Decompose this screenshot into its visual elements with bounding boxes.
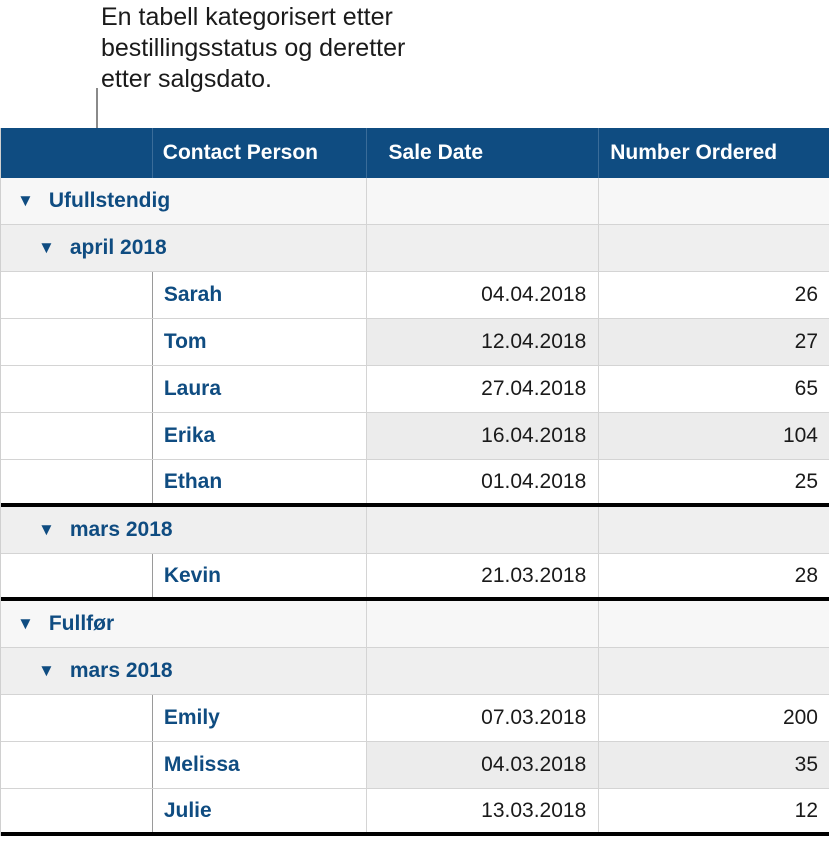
disclosure-triangle-icon[interactable]: ▼: [38, 238, 55, 257]
sale-date-cell[interactable]: 12.04.2018: [366, 319, 599, 365]
sale-date-cell[interactable]: 16.04.2018: [366, 413, 599, 459]
header-contact-person[interactable]: Contact Person: [152, 128, 366, 178]
category-row-ufullstendig[interactable]: [1, 178, 829, 225]
subcategory-cell: [598, 648, 829, 694]
contact-cell[interactable]: Melissa: [152, 742, 366, 788]
contact-cell[interactable]: Julie: [152, 789, 366, 832]
number-ordered-cell[interactable]: 104: [598, 413, 829, 459]
number-ordered-cell[interactable]: 27: [598, 319, 829, 365]
empty-cell[interactable]: [1, 742, 152, 788]
disclosure-triangle-icon[interactable]: ▼: [17, 191, 34, 210]
number-ordered-cell[interactable]: 25: [598, 460, 829, 503]
sale-date-cell[interactable]: 07.03.2018: [366, 695, 599, 741]
empty-cell[interactable]: [1, 460, 152, 503]
empty-cell[interactable]: [1, 366, 152, 412]
subcategory-name: mars 2018: [69, 518, 173, 541]
category-label[interactable]: [17, 601, 114, 647]
contact-cell[interactable]: Emily: [152, 695, 366, 741]
subcategory-cell: [598, 507, 829, 553]
contact-cell[interactable]: Sarah: [152, 272, 366, 318]
contact-cell[interactable]: Ethan: [152, 460, 366, 503]
callout-line: En tabell kategorisert etter: [101, 3, 393, 31]
subcategory-cell: [366, 225, 599, 271]
header-sale-date[interactable]: Sale Date: [366, 128, 599, 178]
sale-date-cell[interactable]: 01.04.2018: [366, 460, 599, 503]
category-cell: [598, 601, 829, 647]
category-label[interactable]: [17, 178, 170, 224]
contact-cell[interactable]: Laura: [152, 366, 366, 412]
header-number-ordered[interactable]: Number Ordered: [598, 128, 829, 178]
sale-date-cell[interactable]: 04.03.2018: [366, 742, 599, 788]
callout-text: [101, 2, 521, 95]
subcategory-label[interactable]: [38, 648, 173, 694]
category-cell: [366, 601, 599, 647]
category-row-fullfor[interactable]: [1, 601, 829, 648]
category-cell: [366, 178, 599, 224]
subcategory-row-mars-2018[interactable]: [1, 507, 829, 554]
sale-date-cell[interactable]: 27.04.2018: [366, 366, 599, 412]
sale-date-cell[interactable]: 13.03.2018: [366, 789, 599, 832]
table-row[interactable]: [1, 742, 829, 789]
callout-line: etter salgsdato.: [101, 65, 272, 93]
subcategory-name: april 2018: [69, 236, 167, 259]
table-row[interactable]: [1, 272, 829, 319]
contact-cell[interactable]: Erika: [152, 413, 366, 459]
subcategory-row-mars-2018[interactable]: [1, 648, 829, 695]
empty-cell[interactable]: [1, 272, 152, 318]
contact-cell[interactable]: Kevin: [152, 554, 366, 597]
subcategory-cell: [366, 507, 599, 553]
contact-cell[interactable]: Tom: [152, 319, 366, 365]
number-ordered-cell[interactable]: 200: [598, 695, 829, 741]
sale-date-cell[interactable]: 21.03.2018: [366, 554, 599, 597]
disclosure-triangle-icon[interactable]: ▼: [38, 520, 55, 539]
table-row[interactable]: [1, 695, 829, 742]
sale-date-cell[interactable]: 04.04.2018: [366, 272, 599, 318]
disclosure-triangle-icon[interactable]: ▼: [17, 614, 34, 633]
category-name: Ufullstendig: [48, 189, 171, 212]
subcategory-cell: [366, 648, 599, 694]
number-ordered-cell[interactable]: 65: [598, 366, 829, 412]
empty-cell[interactable]: [1, 554, 152, 597]
number-ordered-cell[interactable]: 26: [598, 272, 829, 318]
subcategory-row-april-2018[interactable]: [1, 225, 829, 272]
category-name: Fullfør: [48, 612, 115, 635]
table-row[interactable]: [1, 366, 829, 413]
subcategory-name: mars 2018: [69, 659, 173, 682]
subcategory-label[interactable]: [38, 225, 167, 271]
table-row[interactable]: [1, 413, 829, 460]
number-ordered-cell[interactable]: 28: [598, 554, 829, 597]
subcategory-cell: [598, 225, 829, 271]
table-row[interactable]: [1, 554, 829, 601]
empty-cell[interactable]: [1, 319, 152, 365]
empty-cell[interactable]: [1, 695, 152, 741]
table-row[interactable]: [1, 789, 829, 836]
number-ordered-cell[interactable]: 12: [598, 789, 829, 832]
callout-line: bestillingsstatus og deretter: [101, 34, 406, 62]
subcategory-label[interactable]: [38, 507, 173, 553]
category-cell: [598, 178, 829, 224]
empty-cell[interactable]: [1, 413, 152, 459]
categorized-table[interactable]: [0, 128, 829, 836]
disclosure-triangle-icon[interactable]: ▼: [38, 661, 55, 680]
table-header-row: [1, 128, 829, 178]
header-category-cell: [1, 128, 152, 178]
number-ordered-cell[interactable]: 35: [598, 742, 829, 788]
table-row[interactable]: [1, 319, 829, 366]
table-row[interactable]: [1, 460, 829, 507]
empty-cell[interactable]: [1, 789, 152, 832]
